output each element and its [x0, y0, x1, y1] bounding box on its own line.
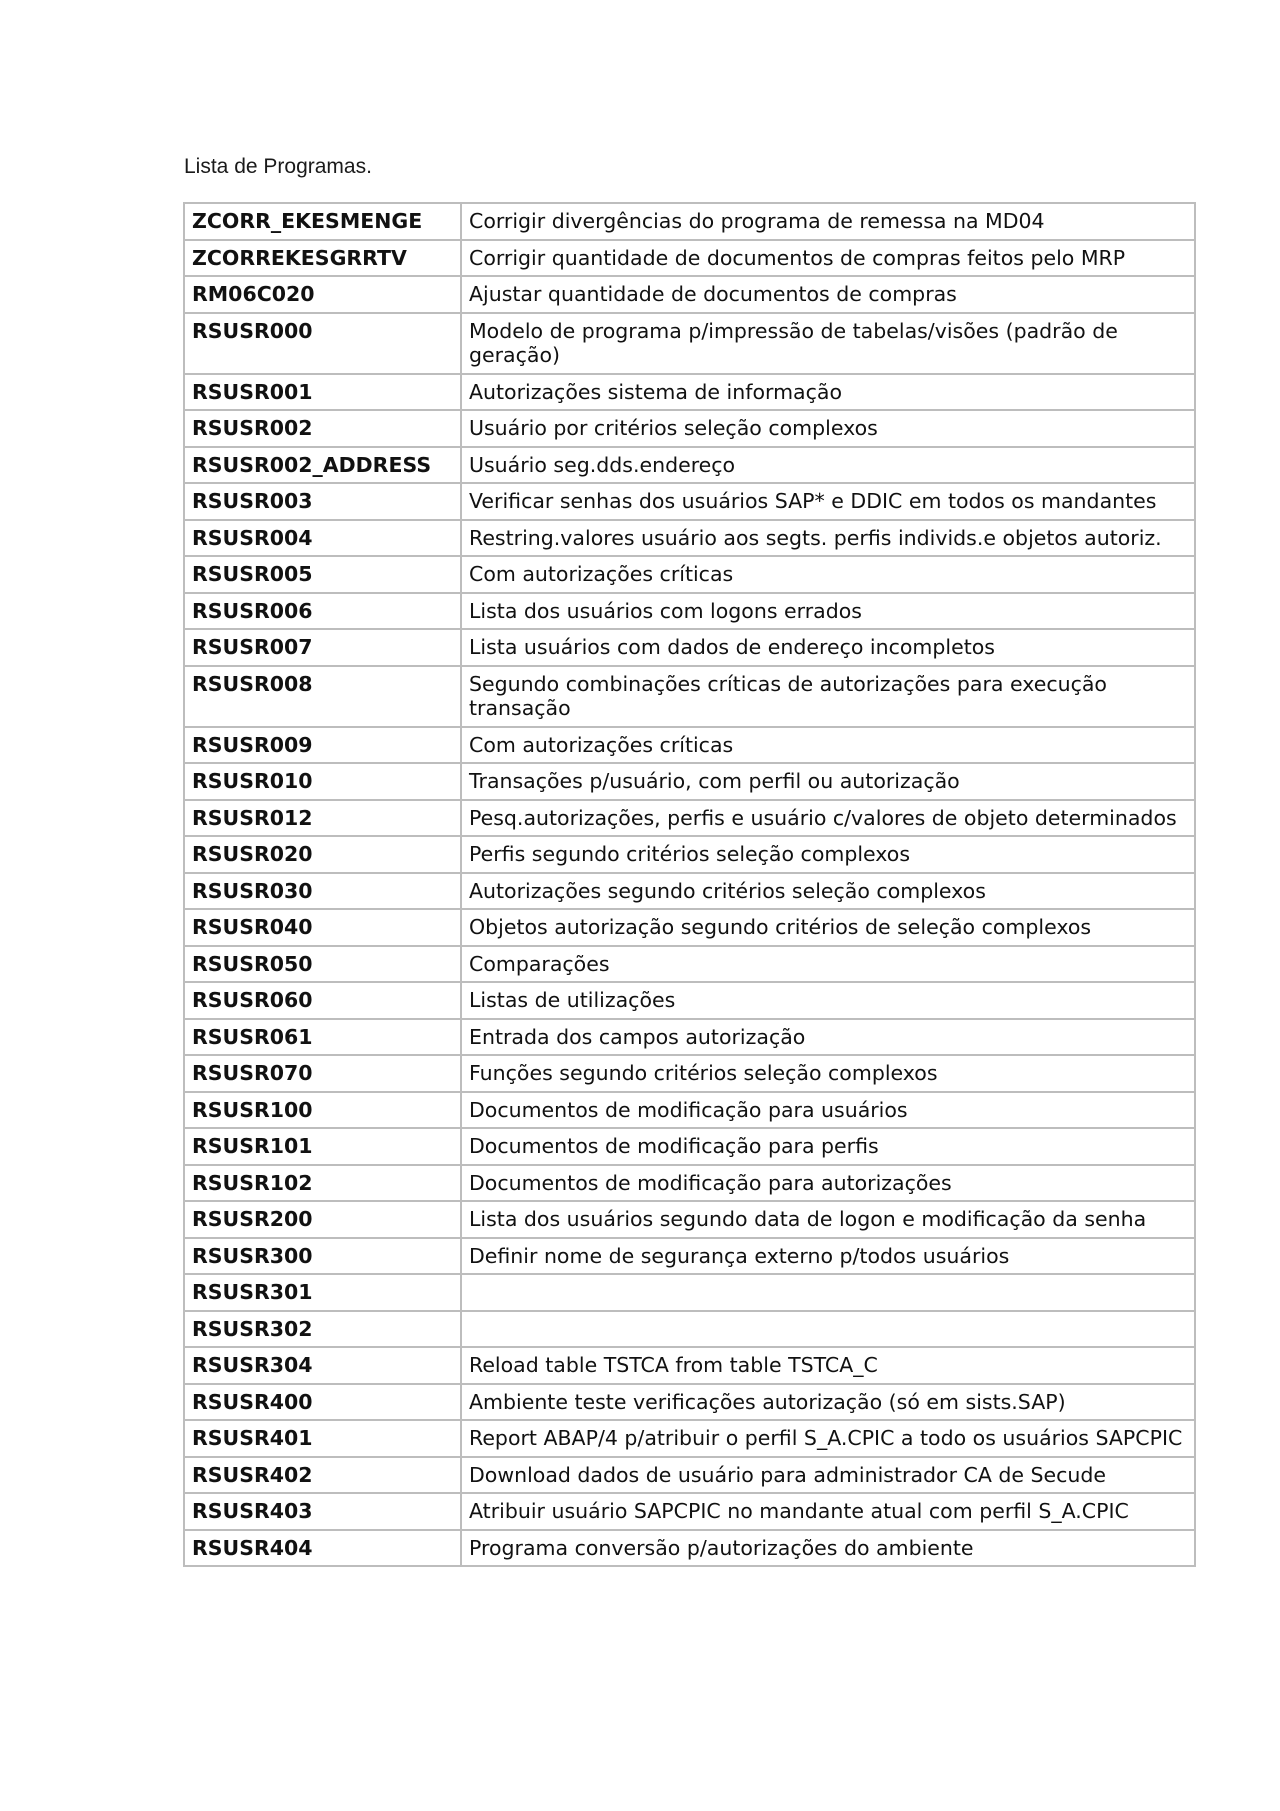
program-code-cell: RSUSR009	[184, 727, 461, 764]
program-code-cell: RSUSR302	[184, 1311, 461, 1348]
program-description-cell: Com autorizações críticas	[461, 727, 1195, 764]
program-description-cell: Lista dos usuários com logons errados	[461, 593, 1195, 630]
table-row	[184, 873, 1195, 910]
table-row	[184, 1238, 1195, 1275]
program-description-cell: Objetos autorização segundo critérios de seleção complexos	[461, 909, 1195, 946]
program-code-cell: RSUSR000	[184, 313, 461, 374]
table-row	[184, 374, 1195, 411]
table-row	[184, 520, 1195, 557]
page-title: Lista de Programas.	[184, 155, 372, 178]
table-row	[184, 1311, 1195, 1348]
program-table-body	[184, 203, 1195, 1566]
table-row	[184, 1274, 1195, 1311]
program-code-cell: ZCORR_EKESMENGE	[184, 203, 461, 240]
program-description-cell: Ambiente teste verificações autorização (só em sists.SAP)	[461, 1384, 1195, 1421]
table-row	[184, 556, 1195, 593]
program-code-cell: RSUSR050	[184, 946, 461, 983]
program-description-cell: Usuário seg.dds.endereço	[461, 447, 1195, 484]
program-code-cell: RSUSR030	[184, 873, 461, 910]
program-description-cell: Perfis segundo critérios seleção complexos	[461, 836, 1195, 873]
table-row	[184, 1128, 1195, 1165]
table-row	[184, 593, 1195, 630]
program-code-cell: RSUSR401	[184, 1420, 461, 1457]
program-code-cell: RSUSR005	[184, 556, 461, 593]
program-description-cell: Corrigir divergências do programa de remessa na MD04	[461, 203, 1195, 240]
table-row	[184, 1457, 1195, 1494]
program-description-cell: Entrada dos campos autorização	[461, 1019, 1195, 1056]
program-description-cell: Autorizações sistema de informação	[461, 374, 1195, 411]
program-description-cell: Lista dos usuários segundo data de logon e modificação da senha	[461, 1201, 1195, 1238]
program-code-cell: RSUSR404	[184, 1530, 461, 1567]
table-row	[184, 909, 1195, 946]
program-code-cell: RSUSR006	[184, 593, 461, 630]
program-code-cell: RSUSR008	[184, 666, 461, 727]
program-table	[183, 202, 1196, 1567]
program-description-cell: Reload table TSTCA from table TSTCA_C	[461, 1347, 1195, 1384]
table-row	[184, 483, 1195, 520]
table-row	[184, 203, 1195, 240]
program-code-cell: RSUSR400	[184, 1384, 461, 1421]
program-code-cell: RSUSR002	[184, 410, 461, 447]
program-code-cell: RSUSR402	[184, 1457, 461, 1494]
table-row	[184, 1420, 1195, 1457]
program-code-cell: RSUSR200	[184, 1201, 461, 1238]
program-code-cell: RSUSR100	[184, 1092, 461, 1129]
program-description-cell: Comparações	[461, 946, 1195, 983]
program-description-cell: Atribuir usuário SAPCPIC no mandante atual com perfil S_A.CPIC	[461, 1493, 1195, 1530]
program-description-cell: Autorizações segundo critérios seleção complexos	[461, 873, 1195, 910]
program-description-cell: Documentos de modificação para autorizações	[461, 1165, 1195, 1202]
program-code-cell: RSUSR040	[184, 909, 461, 946]
program-description-cell: Lista usuários com dados de endereço incompletos	[461, 629, 1195, 666]
table-row	[184, 946, 1195, 983]
table-row	[184, 1530, 1195, 1567]
program-description-cell: Report ABAP/4 p/atribuir o perfil S_A.CPIC a todo os usuários SAPCPIC	[461, 1420, 1195, 1457]
table-row	[184, 1055, 1195, 1092]
program-description-cell: Documentos de modificação para perfis	[461, 1128, 1195, 1165]
program-code-cell: RSUSR300	[184, 1238, 461, 1275]
program-description-cell: Usuário por critérios seleção complexos	[461, 410, 1195, 447]
table-row	[184, 240, 1195, 277]
table-row	[184, 727, 1195, 764]
table-row	[184, 447, 1195, 484]
table-row	[184, 666, 1195, 727]
program-code-cell: RM06C020	[184, 276, 461, 313]
table-row	[184, 1384, 1195, 1421]
program-code-cell: RSUSR001	[184, 374, 461, 411]
program-description-cell: Ajustar quantidade de documentos de compras	[461, 276, 1195, 313]
program-code-cell: RSUSR003	[184, 483, 461, 520]
program-description-cell: Programa conversão p/autorizações do ambiente	[461, 1530, 1195, 1567]
program-code-cell: RSUSR301	[184, 1274, 461, 1311]
program-code-cell: RSUSR020	[184, 836, 461, 873]
table-row	[184, 629, 1195, 666]
program-description-cell: Modelo de programa p/impressão de tabelas/visões (padrão de geração)	[461, 313, 1195, 374]
program-code-cell: RSUSR007	[184, 629, 461, 666]
program-description-cell	[461, 1311, 1195, 1348]
program-code-cell: RSUSR002_ADDRESS	[184, 447, 461, 484]
program-code-cell: ZCORREKESGRRTV	[184, 240, 461, 277]
program-description-cell: Pesq.autorizações, perfis e usuário c/valores de objeto determinados	[461, 800, 1195, 837]
program-code-cell: RSUSR010	[184, 763, 461, 800]
table-row	[184, 982, 1195, 1019]
program-code-cell: RSUSR070	[184, 1055, 461, 1092]
table-row	[184, 1165, 1195, 1202]
program-description-cell: Transações p/usuário, com perfil ou autorização	[461, 763, 1195, 800]
table-row	[184, 410, 1195, 447]
program-code-cell: RSUSR012	[184, 800, 461, 837]
table-row	[184, 1201, 1195, 1238]
program-description-cell: Documentos de modificação para usuários	[461, 1092, 1195, 1129]
program-code-cell: RSUSR060	[184, 982, 461, 1019]
program-description-cell: Segundo combinações críticas de autorizações para execução transação	[461, 666, 1195, 727]
program-code-cell: RSUSR101	[184, 1128, 461, 1165]
program-code-cell: RSUSR403	[184, 1493, 461, 1530]
program-description-cell	[461, 1274, 1195, 1311]
program-description-cell: Verificar senhas dos usuários SAP* e DDIC em todos os mandantes	[461, 483, 1195, 520]
program-code-cell: RSUSR304	[184, 1347, 461, 1384]
table-row	[184, 836, 1195, 873]
table-row	[184, 313, 1195, 374]
table-row	[184, 1019, 1195, 1056]
table-row	[184, 763, 1195, 800]
program-code-cell: RSUSR102	[184, 1165, 461, 1202]
table-row	[184, 1493, 1195, 1530]
program-code-cell: RSUSR004	[184, 520, 461, 557]
program-code-cell: RSUSR061	[184, 1019, 461, 1056]
program-description-cell: Download dados de usuário para administrador CA de Secude	[461, 1457, 1195, 1494]
program-description-cell: Listas de utilizações	[461, 982, 1195, 1019]
program-description-cell: Com autorizações críticas	[461, 556, 1195, 593]
program-description-cell: Definir nome de segurança externo p/todos usuários	[461, 1238, 1195, 1275]
table-row	[184, 1092, 1195, 1129]
table-row	[184, 1347, 1195, 1384]
program-description-cell: Funções segundo critérios seleção complexos	[461, 1055, 1195, 1092]
table-row	[184, 276, 1195, 313]
program-description-cell: Corrigir quantidade de documentos de compras feitos pelo MRP	[461, 240, 1195, 277]
program-description-cell: Restring.valores usuário aos segts. perfis individs.e objetos autoriz.	[461, 520, 1195, 557]
table-row	[184, 800, 1195, 837]
